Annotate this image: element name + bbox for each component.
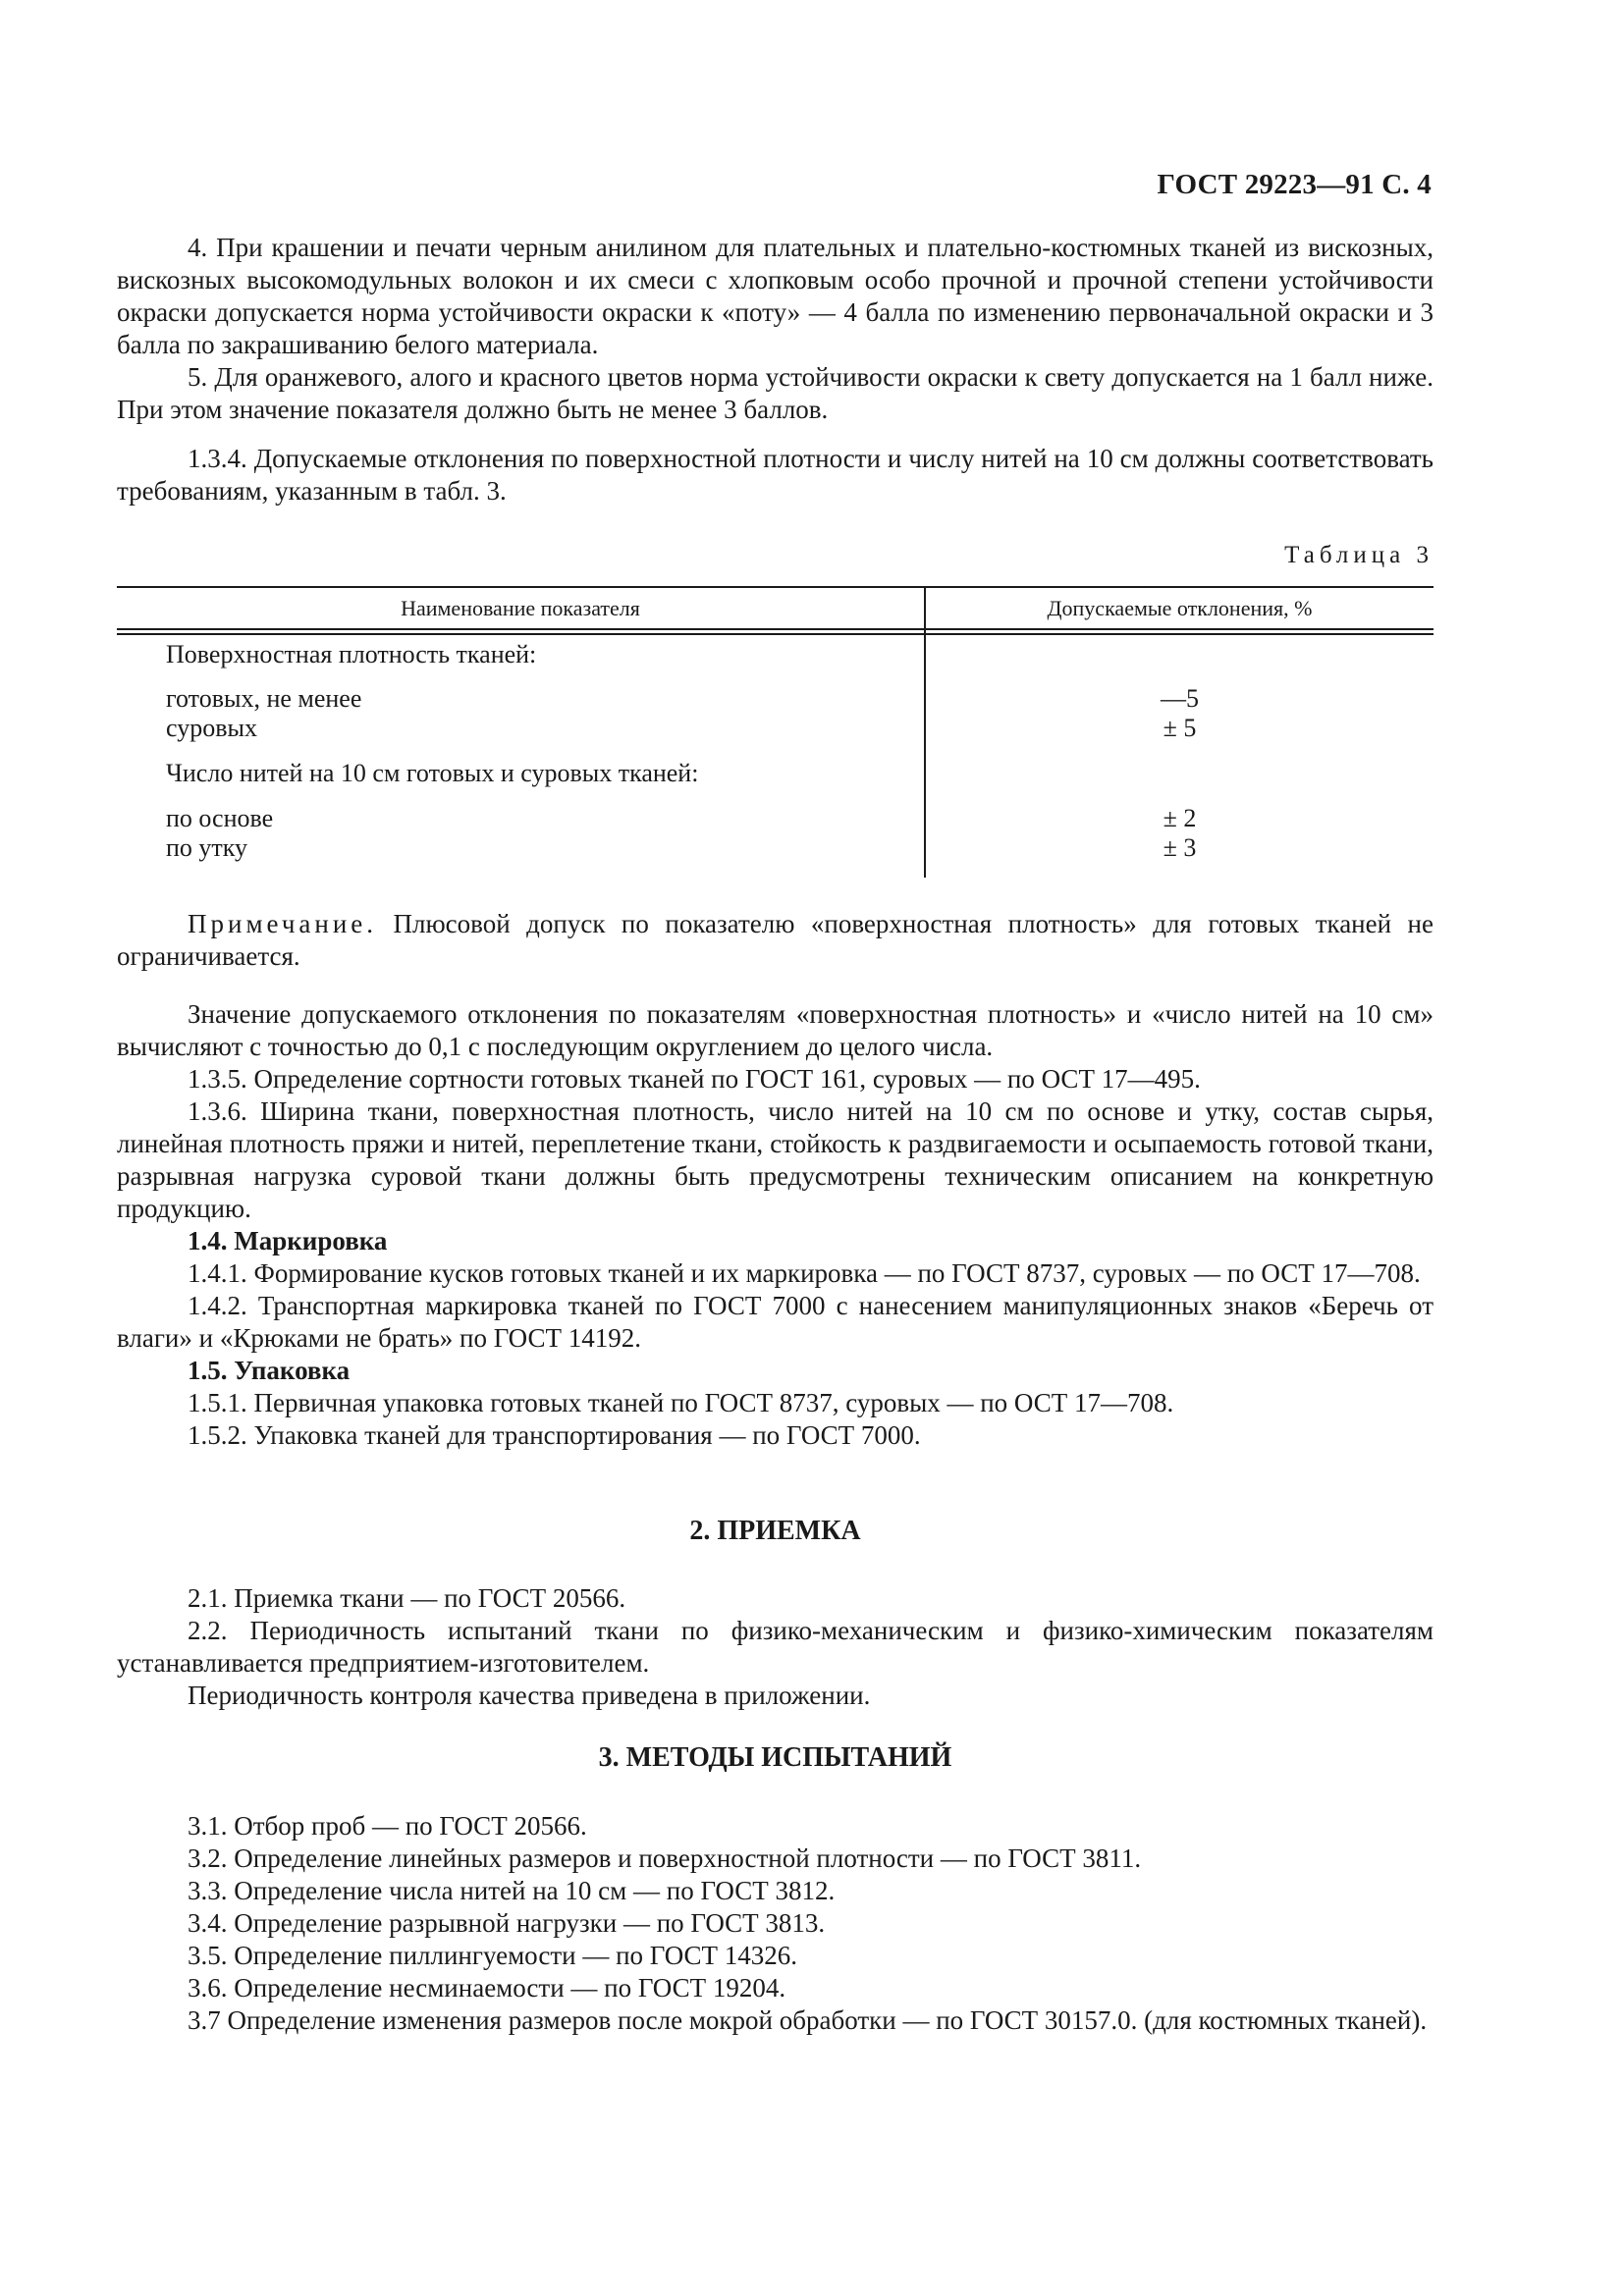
page-header: ГОСТ 29223—91 С. 4 (1157, 169, 1432, 200)
section-2-block (117, 1582, 1434, 1712)
table-header-rule (117, 628, 1434, 630)
table-group-density: Поверхностная плотность тканей: (166, 640, 537, 668)
note-4: 4. При крашении и печати черным анилином для плательных и плательно-костюмных тканей из вискозных, вискозных высокомодульных волокон и их смеси с хлопковым особо прочной и прочной степени устойчивости окраски допускается норма устойчивости окраски к «поту» — 4 балла по изменению первоначальной окраски и 3 балла по закрашиванию белого материала. (117, 233, 1434, 359)
paragraph-2-1: 2.1. Приемка ткани — по ГОСТ 20566. (188, 1583, 626, 1613)
table-row-label: по утку (166, 833, 248, 862)
paragraph-2-2: 2.2. Периодичность испытаний ткани по физико-механическим и физико-химическим показателям устанавливается предприятием-изготовителем. (117, 1616, 1434, 1678)
paragraph-1-3-5: 1.3.5. Определение сортности готовых тканей по ГОСТ 161, суровых — по ОСТ 17—495. (188, 1064, 1201, 1094)
table-row-label: по основе (166, 804, 274, 832)
table-header-rule-double (117, 633, 1434, 635)
heading-1-4: 1.4. Маркировка (188, 1226, 388, 1255)
paragraph-1-5-2: 1.5.2. Упаковка тканей для транспортирования — по ГОСТ 7000. (188, 1420, 921, 1450)
table-row-value: ± 2 (1163, 804, 1197, 832)
table-row-label: суровых (166, 714, 257, 742)
paragraph-3-7: 3.7 Определение изменения размеров после мокрой обработки — по ГОСТ 30157.0. (для костюмных тканей). (188, 2005, 1428, 2035)
table-title: Таблица 3 (1284, 542, 1434, 568)
table-row-label: готовых, не менее (166, 684, 362, 713)
table-header-deviation: Допускаемые отклонения, % (1047, 596, 1313, 620)
paragraph-3-5: 3.5. Определение пиллингуемости — по ГОСТ 14326. (188, 1941, 798, 1970)
table-group-threads: Число нитей на 10 см готовых и суровых тканей: (166, 759, 699, 787)
main-text-block (117, 998, 1434, 1452)
paragraph-1-5-1: 1.5.1. Первичная упаковка готовых тканей по ГОСТ 8737, суровых — по ОСТ 17—708. (188, 1388, 1174, 1417)
paragraph-1-3-4-block (117, 443, 1434, 507)
paragraph-deviation-value: Значение допускаемого отклонения по показателям «поверхностная плотность» и «число нитей на 10 см» вычисляют с точностью до 0,1 с последующим округлением до целого числа. (117, 999, 1434, 1061)
table-header-name: Наименование показателя (401, 596, 640, 620)
note-5: 5. Для оранжевого, алого и красного цветов норма устойчивости окраски к свету допускается на 1 балл ниже. При этом значение показателя должно быть не менее 3 баллов. (117, 362, 1434, 424)
paragraph-3-2: 3.2. Определение линейных размеров и поверхностной плотности — по ГОСТ 3811. (188, 1843, 1142, 1873)
paragraph-3-6: 3.6. Определение несминаемости — по ГОСТ 19204. (188, 1973, 786, 2002)
notes-block (117, 232, 1434, 426)
section-3-block (117, 1810, 1434, 2037)
paragraph-1-3-6: 1.3.6. Ширина ткани, поверхностная плотность, число нитей на 10 см по основе и утку, состав сырья, линейная плотность пряжи и нитей, переплетение ткани, стойкость к раздвигаемости и осыпаемость готовой ткани, разрывная нагрузка суровой ткани должны быть предусмотрены техническим описанием на конкретную продукцию. (117, 1096, 1434, 1223)
table-row-value: —5 (1161, 684, 1199, 713)
paragraph-2-2-b: Периодичность контроля качества приведена в приложении. (188, 1681, 871, 1710)
heading-1-5: 1.5. Упаковка (188, 1356, 351, 1385)
table-row-value: ± 5 (1163, 714, 1197, 742)
paragraph-1-4-1: 1.4.1. Формирование кусков готовых тканей и их маркировка — по ГОСТ 8737, суровых — по ОСТ 17—708. (188, 1258, 1421, 1288)
table-note-text: Плюсовой допуск по показателю «поверхностная плотность» для готовых тканей не ограничивается. (117, 909, 1434, 971)
table-note-label: Примечание. (188, 909, 378, 938)
table-note-block (117, 908, 1434, 973)
section-3-title: 3. МЕТОДЫ ИСПЫТАНИЙ (598, 1742, 952, 1773)
paragraph-3-3: 3.3. Определение числа нитей на 10 см — по ГОСТ 3812. (188, 1876, 836, 1905)
section-2-title: 2. ПРИЕМКА (689, 1516, 861, 1546)
paragraph-1-4-2: 1.4.2. Транспортная маркировка тканей по ГОСТ 7000 с нанесением манипуляционных знаков «Беречь от влаги» и «Крюками не брать» по ГОСТ 14192. (117, 1291, 1434, 1353)
table-top-rule (117, 586, 1434, 588)
table-note (117, 908, 1434, 973)
paragraph-1-3-4: 1.3.4. Допускаемые отклонения по поверхностной плотности и числу нитей на 10 см должны соответствовать требованиям, указанным в табл. 3. (117, 444, 1434, 506)
paragraph-3-4: 3.4. Определение разрывной нагрузки — по ГОСТ 3813. (188, 1908, 826, 1938)
paragraph-3-1: 3.1. Отбор проб — по ГОСТ 20566. (188, 1811, 587, 1841)
table-row-value: ± 3 (1163, 833, 1197, 862)
